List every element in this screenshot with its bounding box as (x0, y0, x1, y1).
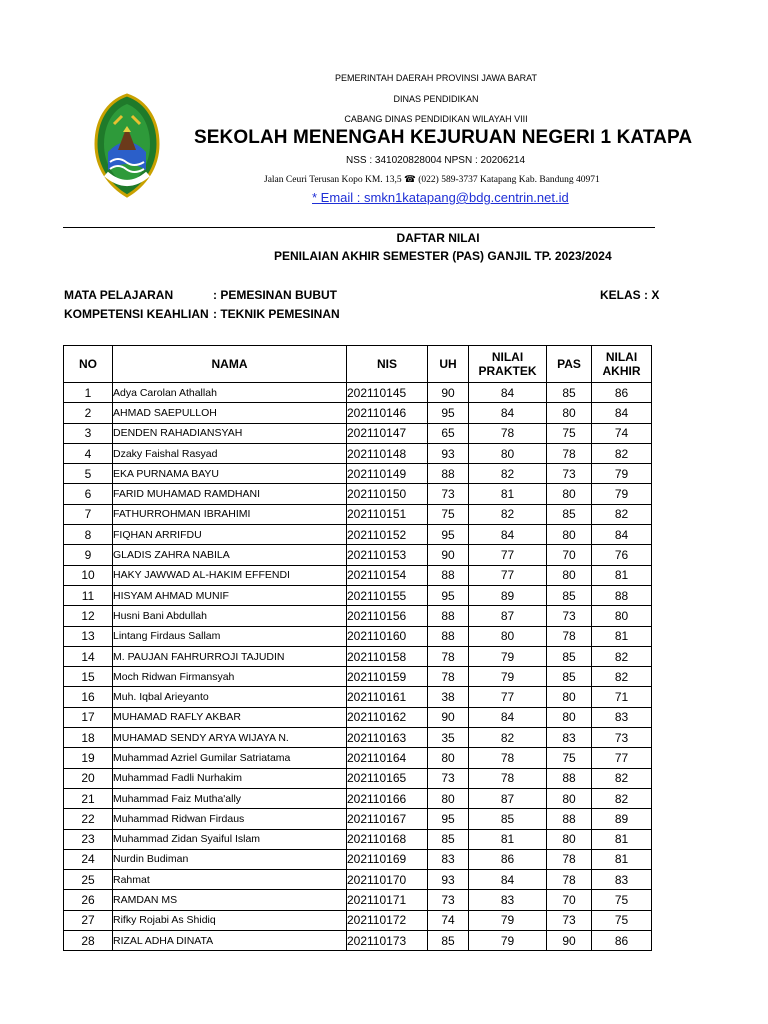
score-pas: 80 (547, 707, 592, 727)
row-number: 7 (64, 504, 113, 524)
student-nis: 202110169 (347, 849, 428, 869)
score-akhir: 73 (592, 728, 652, 748)
score-praktek: 78 (469, 768, 547, 788)
score-uh: 80 (428, 748, 469, 768)
student-nis: 202110165 (347, 768, 428, 788)
row-number: 4 (64, 443, 113, 463)
score-pas: 85 (547, 585, 592, 605)
student-name: RIZAL ADHA DINATA (113, 931, 347, 951)
student-nis: 202110160 (347, 626, 428, 646)
score-akhir: 81 (592, 849, 652, 869)
student-name: MUHAMAD SENDY ARYA WIJAYA N. (113, 728, 347, 748)
score-praktek: 82 (469, 504, 547, 524)
score-akhir: 84 (592, 525, 652, 545)
score-akhir: 82 (592, 667, 652, 687)
score-uh: 88 (428, 606, 469, 626)
subject-value: : PEMESINAN BUBUT (213, 288, 338, 302)
score-pas: 73 (547, 606, 592, 626)
school-email-link[interactable]: * Email : smkn1katapang@bdg.centrin.net.id (312, 190, 569, 205)
row-number: 18 (64, 728, 113, 748)
score-pas: 75 (547, 748, 592, 768)
student-name: AHMAD SAEPULLOH (113, 403, 347, 423)
row-number: 15 (64, 667, 113, 687)
score-akhir: 84 (592, 403, 652, 423)
row-number: 23 (64, 829, 113, 849)
student-name: Husni Bani Abdullah (113, 606, 347, 626)
table-row (64, 910, 652, 930)
score-pas: 88 (547, 768, 592, 788)
row-number: 13 (64, 626, 113, 646)
table-row (64, 788, 652, 808)
student-name: MUHAMAD RAFLY AKBAR (113, 707, 347, 727)
student-name: Rifky Rojabi As Shidiq (113, 910, 347, 930)
student-nis: 202110147 (347, 423, 428, 443)
score-pas: 70 (547, 890, 592, 910)
student-nis: 202110151 (347, 504, 428, 524)
score-praktek: 80 (469, 626, 547, 646)
student-name: M. PAUJAN FAHRURROJI TAJUDIN (113, 646, 347, 666)
score-akhir: 81 (592, 565, 652, 585)
score-uh: 85 (428, 829, 469, 849)
table-row (64, 464, 652, 484)
header-uh: UH (428, 346, 469, 383)
score-pas: 83 (547, 728, 592, 748)
score-akhir: 71 (592, 687, 652, 707)
score-praktek: 79 (469, 931, 547, 951)
score-uh: 35 (428, 728, 469, 748)
score-uh: 73 (428, 768, 469, 788)
score-pas: 78 (547, 443, 592, 463)
score-akhir: 74 (592, 423, 652, 443)
score-akhir: 83 (592, 870, 652, 890)
table-row (64, 809, 652, 829)
student-name: Muh. Iqbal Arieyanto (113, 687, 347, 707)
score-uh: 93 (428, 870, 469, 890)
student-name: FIQHAN ARRIFDU (113, 525, 347, 545)
score-akhir: 79 (592, 484, 652, 504)
score-akhir: 75 (592, 910, 652, 930)
score-pas: 80 (547, 403, 592, 423)
score-akhir: 77 (592, 748, 652, 768)
score-uh: 88 (428, 565, 469, 585)
score-pas: 80 (547, 484, 592, 504)
table-row (64, 768, 652, 788)
student-name: HAKY JAWWAD AL-HAKIM EFFENDI (113, 565, 347, 585)
score-pas: 73 (547, 464, 592, 484)
score-akhir: 79 (592, 464, 652, 484)
score-praktek: 81 (469, 484, 547, 504)
student-nis: 202110145 (347, 383, 428, 403)
document-subtitle: PENILAIAN AKHIR SEMESTER (PAS) GANJIL TP. 2023/2024 (274, 249, 612, 263)
score-praktek: 78 (469, 748, 547, 768)
student-nis: 202110172 (347, 910, 428, 930)
header-divider (63, 227, 655, 228)
student-name: Nurdin Budiman (113, 849, 347, 869)
score-akhir: 81 (592, 829, 652, 849)
student-name: EKA PURNAMA BAYU (113, 464, 347, 484)
score-praktek: 77 (469, 565, 547, 585)
score-praktek: 84 (469, 525, 547, 545)
score-akhir: 82 (592, 646, 652, 666)
student-nis: 202110170 (347, 870, 428, 890)
student-nis: 202110158 (347, 646, 428, 666)
row-number: 22 (64, 809, 113, 829)
header-nilai-praktek-line1: NILAI (491, 350, 524, 364)
score-uh: 80 (428, 788, 469, 808)
score-akhir: 82 (592, 768, 652, 788)
header-branch: CABANG DINAS PENDIDIKAN WILAYAH VIII (344, 114, 528, 124)
score-praktek: 87 (469, 788, 547, 808)
table-row (64, 829, 652, 849)
row-number: 20 (64, 768, 113, 788)
score-uh: 88 (428, 626, 469, 646)
header-nama: NAMA (113, 346, 347, 383)
nss-npsn: NSS : 341020828004 NPSN : 20206214 (346, 155, 526, 166)
score-akhir: 82 (592, 788, 652, 808)
student-name: Muhammad Faiz Mutha'ally (113, 788, 347, 808)
score-uh: 95 (428, 403, 469, 423)
student-nis: 202110159 (347, 667, 428, 687)
header-government: PEMERINTAH DAERAH PROVINSI JAWA BARAT (334, 73, 538, 83)
header-nilai-praktek-line2: PRAKTEK (478, 364, 537, 378)
row-number: 17 (64, 707, 113, 727)
table-row (64, 748, 652, 768)
score-akhir: 76 (592, 545, 652, 565)
score-pas: 85 (547, 383, 592, 403)
score-uh: 38 (428, 687, 469, 707)
score-akhir: 75 (592, 890, 652, 910)
table-row (64, 423, 652, 443)
table-row (64, 626, 652, 646)
student-nis: 202110173 (347, 931, 428, 951)
score-akhir: 86 (592, 383, 652, 403)
score-uh: 73 (428, 890, 469, 910)
row-number: 26 (64, 890, 113, 910)
score-praktek: 89 (469, 585, 547, 605)
student-nis: 202110156 (347, 606, 428, 626)
student-name: Dzaky Faishal Rasyad (113, 443, 347, 463)
score-pas: 85 (547, 667, 592, 687)
score-pas: 88 (547, 809, 592, 829)
table-row (64, 870, 652, 890)
student-nis: 202110161 (347, 687, 428, 707)
score-pas: 75 (547, 423, 592, 443)
score-uh: 78 (428, 667, 469, 687)
score-uh: 78 (428, 646, 469, 666)
score-pas: 80 (547, 788, 592, 808)
student-nis: 202110166 (347, 788, 428, 808)
header-nilai-akhir (592, 346, 652, 383)
score-praktek: 84 (469, 383, 547, 403)
score-praktek: 82 (469, 464, 547, 484)
table-row (64, 687, 652, 707)
table-row (64, 383, 652, 403)
student-name: Rahmat (113, 870, 347, 890)
row-number: 27 (64, 910, 113, 930)
table-row (64, 728, 652, 748)
score-uh: 83 (428, 849, 469, 869)
student-nis: 202110148 (347, 443, 428, 463)
table-row (64, 606, 652, 626)
row-number: 1 (64, 383, 113, 403)
table-row (64, 403, 652, 423)
score-akhir: 82 (592, 443, 652, 463)
score-praktek: 77 (469, 687, 547, 707)
score-uh: 88 (428, 464, 469, 484)
student-name: Muhammad Ridwan Firdaus (113, 809, 347, 829)
header-nilai-praktek (469, 346, 547, 383)
score-pas: 78 (547, 849, 592, 869)
header-nilai-akhir-line1: NILAI (605, 350, 638, 364)
table-header-row (64, 346, 652, 383)
score-pas: 85 (547, 646, 592, 666)
score-pas: 78 (547, 626, 592, 646)
table-row (64, 890, 652, 910)
row-number: 5 (64, 464, 113, 484)
table-row (64, 545, 652, 565)
header-pas: PAS (547, 346, 592, 383)
student-name: Muhammad Zidan Syaiful Islam (113, 829, 347, 849)
score-akhir: 80 (592, 606, 652, 626)
row-number: 28 (64, 931, 113, 951)
score-praktek: 80 (469, 443, 547, 463)
score-uh: 90 (428, 707, 469, 727)
score-praktek: 81 (469, 829, 547, 849)
row-number: 21 (64, 788, 113, 808)
school-address: Jalan Ceuri Terusan Kopo KM. 13,5 ☎ (022) 589-3737 Katapang Kab. Bandung 40971 (264, 175, 600, 185)
row-number: 12 (64, 606, 113, 626)
score-praktek: 83 (469, 890, 547, 910)
table-row (64, 849, 652, 869)
score-uh: 73 (428, 484, 469, 504)
document-title: DAFTAR NILAI (396, 231, 480, 245)
score-uh: 93 (428, 443, 469, 463)
score-uh: 74 (428, 910, 469, 930)
row-number: 6 (64, 484, 113, 504)
score-pas: 80 (547, 829, 592, 849)
score-praktek: 78 (469, 423, 547, 443)
table-row (64, 443, 652, 463)
table-row (64, 565, 652, 585)
table-row (64, 931, 652, 951)
score-akhir: 89 (592, 809, 652, 829)
score-praktek: 87 (469, 606, 547, 626)
student-name: Muhammad Fadli Nurhakim (113, 768, 347, 788)
grades-table (63, 345, 652, 951)
student-nis: 202110146 (347, 403, 428, 423)
score-pas: 80 (547, 687, 592, 707)
table-row (64, 667, 652, 687)
score-praktek: 84 (469, 870, 547, 890)
student-name: Muhammad Azriel Gumilar Satriatama (113, 748, 347, 768)
student-nis: 202110149 (347, 464, 428, 484)
score-praktek: 86 (469, 849, 547, 869)
class-label: KELAS : X (600, 288, 660, 302)
row-number: 11 (64, 585, 113, 605)
header-no: NO (64, 346, 113, 383)
score-uh: 75 (428, 504, 469, 524)
score-uh: 95 (428, 585, 469, 605)
row-number: 24 (64, 849, 113, 869)
grades-table-body (64, 383, 652, 951)
student-nis: 202110163 (347, 728, 428, 748)
score-akhir: 83 (592, 707, 652, 727)
score-uh: 90 (428, 545, 469, 565)
student-name: HISYAM AHMAD MUNIF (113, 585, 347, 605)
score-pas: 73 (547, 910, 592, 930)
student-nis: 202110153 (347, 545, 428, 565)
score-uh: 90 (428, 383, 469, 403)
header-nis: NIS (347, 346, 428, 383)
row-number: 10 (64, 565, 113, 585)
student-nis: 202110171 (347, 890, 428, 910)
student-name: FATHURROHMAN IBRAHIMI (113, 504, 347, 524)
student-nis: 202110168 (347, 829, 428, 849)
score-praktek: 79 (469, 646, 547, 666)
student-nis: 202110162 (347, 707, 428, 727)
header-department: DINAS PENDIDIKAN (393, 94, 479, 104)
table-row (64, 504, 652, 524)
student-name: Moch Ridwan Firmansyah (113, 667, 347, 687)
row-number: 19 (64, 748, 113, 768)
table-row (64, 707, 652, 727)
student-nis: 202110154 (347, 565, 428, 585)
score-pas: 70 (547, 545, 592, 565)
table-row (64, 646, 652, 666)
row-number: 25 (64, 870, 113, 890)
score-praktek: 79 (469, 910, 547, 930)
score-uh: 85 (428, 931, 469, 951)
student-name: Lintang Firdaus Sallam (113, 626, 347, 646)
score-praktek: 79 (469, 667, 547, 687)
score-pas: 90 (547, 931, 592, 951)
subject-label: MATA PELAJARAN (64, 288, 174, 302)
row-number: 9 (64, 545, 113, 565)
table-row (64, 525, 652, 545)
school-name: SEKOLAH MENENGAH KEJURUAN NEGERI 1 KATAPA (194, 127, 693, 148)
student-name: DENDEN RAHADIANSYAH (113, 423, 347, 443)
row-number: 16 (64, 687, 113, 707)
row-number: 3 (64, 423, 113, 443)
row-number: 14 (64, 646, 113, 666)
score-akhir: 82 (592, 504, 652, 524)
west-java-emblem-icon (92, 92, 162, 200)
score-praktek: 84 (469, 707, 547, 727)
score-uh: 95 (428, 809, 469, 829)
score-uh: 95 (428, 525, 469, 545)
score-praktek: 84 (469, 403, 547, 423)
score-pas: 85 (547, 504, 592, 524)
student-nis: 202110152 (347, 525, 428, 545)
student-nis: 202110164 (347, 748, 428, 768)
competence-value: : TEKNIK PEMESINAN (213, 307, 340, 321)
score-pas: 78 (547, 870, 592, 890)
score-praktek: 85 (469, 809, 547, 829)
row-number: 8 (64, 525, 113, 545)
score-pas: 80 (547, 525, 592, 545)
row-number: 2 (64, 403, 113, 423)
student-name: FARID MUHAMAD RAMDHANI (113, 484, 347, 504)
table-row (64, 585, 652, 605)
student-nis: 202110155 (347, 585, 428, 605)
score-akhir: 88 (592, 585, 652, 605)
competence-label: KOMPETENSI KEAHLIAN (64, 307, 209, 321)
header-nilai-akhir-line2: AKHIR (602, 364, 641, 378)
score-pas: 80 (547, 565, 592, 585)
student-name: RAMDAN MS (113, 890, 347, 910)
table-row (64, 484, 652, 504)
score-praktek: 77 (469, 545, 547, 565)
score-akhir: 86 (592, 931, 652, 951)
score-praktek: 82 (469, 728, 547, 748)
student-name: Adya Carolan Athallah (113, 383, 347, 403)
student-nis: 202110150 (347, 484, 428, 504)
student-nis: 202110167 (347, 809, 428, 829)
score-akhir: 81 (592, 626, 652, 646)
student-name: GLADIS ZAHRA NABILA (113, 545, 347, 565)
score-uh: 65 (428, 423, 469, 443)
